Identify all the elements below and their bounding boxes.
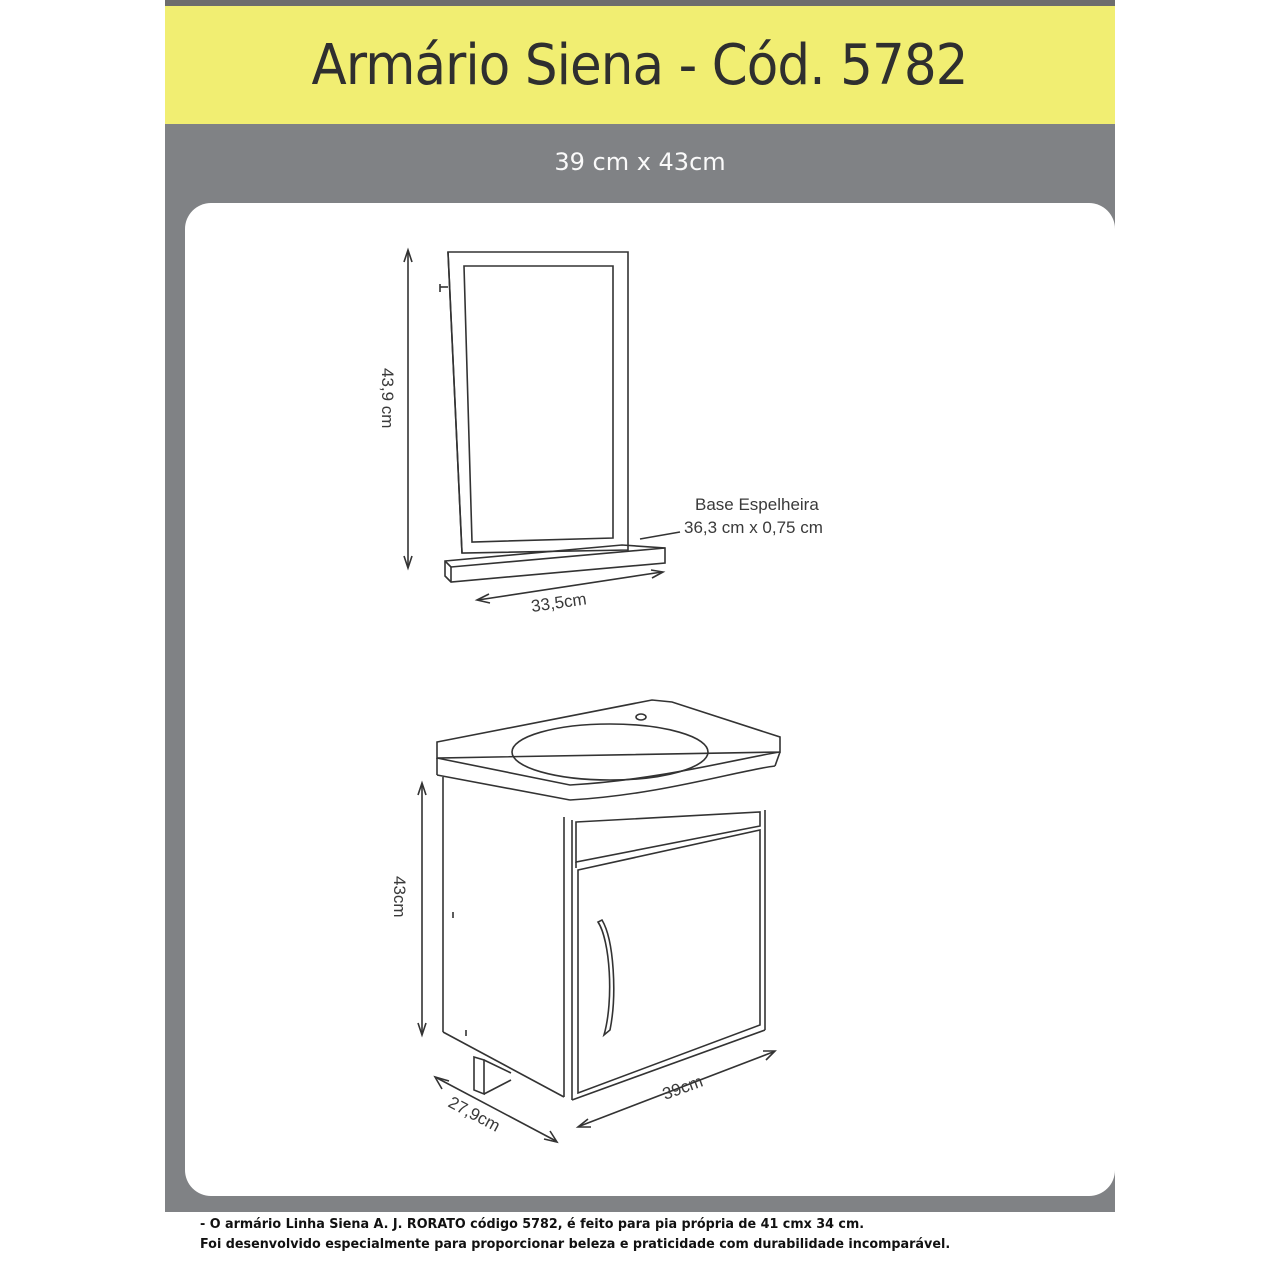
mirror-width-label: 33,5cm [529,589,588,616]
cabinet-depth-label: 27,9cm [445,1092,504,1136]
cabinet-drawing [437,700,780,1100]
footer-note [200,1215,1180,1255]
base-title-label: Base Espelheira [695,495,819,514]
footer-line-1: - O armário Linha Siena A. J. RORATO código 5782, é feito para pia própria de 41 cmx 34 cm. [200,1217,865,1232]
mirror-height-arrow [404,250,412,568]
mirror-drawing [440,252,665,582]
dimensions-subtitle: 39 cm x 43cm [554,148,726,176]
base-size-label: 36,3 cm x 0,75 cm [684,518,823,537]
footer-line-2: Foi desenvolvido especialmente para proporcionar beleza e praticidade com durabilidade incomparável. [200,1237,951,1252]
mirror-height-label: 43,9 cm [378,368,397,429]
page-title: Armário Siena - Cód. 5782 [311,32,969,98]
cabinet-width-label: 39cm [659,1071,706,1104]
cabinet-height-arrow [418,783,426,1035]
cabinet-height-label: 43cm [390,876,409,918]
base-pointer-line [640,532,680,539]
